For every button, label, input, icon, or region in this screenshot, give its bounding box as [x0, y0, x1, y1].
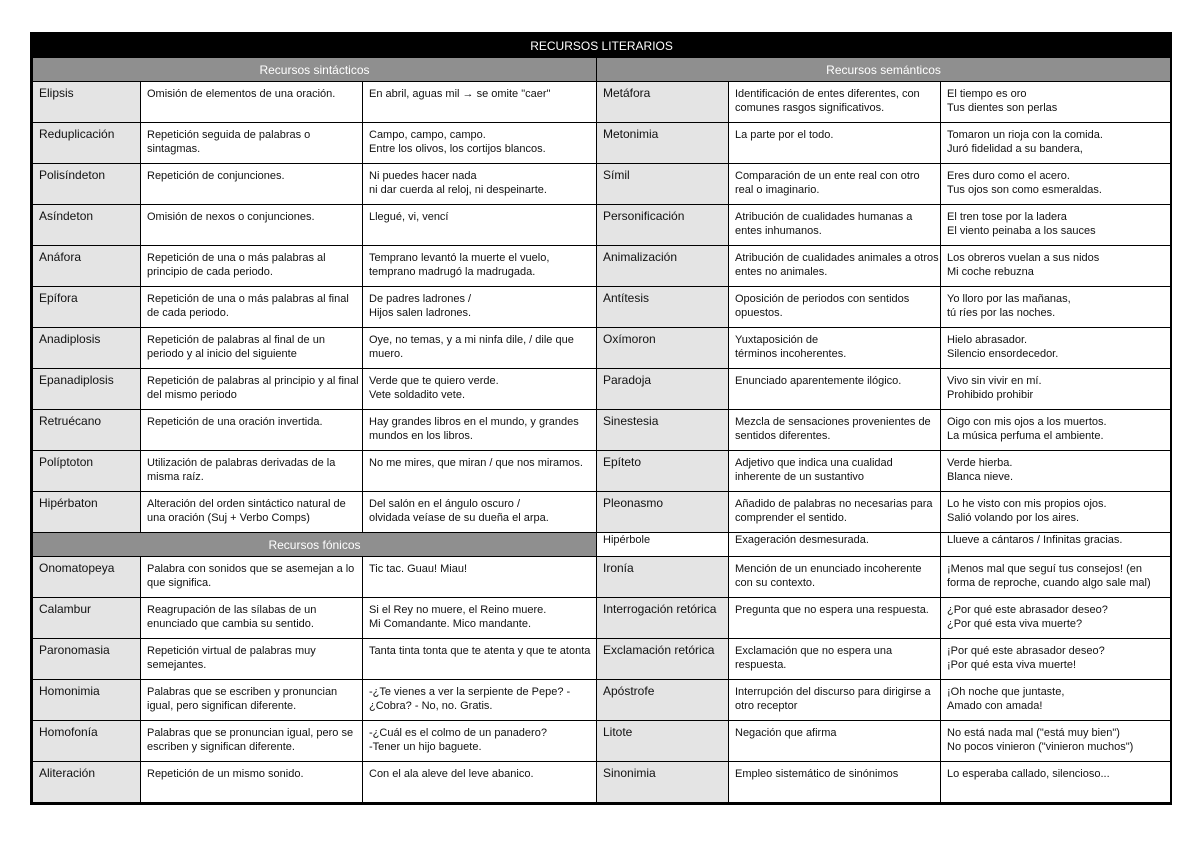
device-example: Hielo abrasador. Silencio ensordecedor.	[941, 328, 1171, 369]
device-term: Símil	[597, 164, 729, 205]
table-row	[33, 598, 1171, 639]
device-example: Temprano levantó la muerte el vuelo, temprano madrugó la madrugada.	[363, 246, 597, 287]
device-definition: Utilización de palabras derivadas de la misma raíz.	[141, 451, 363, 492]
table-row	[33, 557, 1171, 598]
device-example: ¡Oh noche que juntaste, Amado con amada!	[941, 680, 1171, 721]
device-definition: Atribución de cualidades animales a otros entes no animales.	[729, 246, 941, 287]
device-definition: Adjetivo que indica una cualidad inherente de un sustantivo	[729, 451, 941, 492]
table-row	[33, 287, 1171, 328]
device-term: Aliteración	[33, 762, 141, 803]
device-term: Animalización	[597, 246, 729, 287]
device-definition: Palabra con sonidos que se asemejan a lo que significa.	[141, 557, 363, 598]
device-definition: Palabras que se pronuncian igual, pero se escriben y significan diferente.	[141, 721, 363, 762]
device-example: -¿Cuál es el colmo de un panadero? -Tener un hijo baguete.	[363, 721, 597, 762]
device-definition: Repetición de una oración invertida.	[141, 410, 363, 451]
device-term: Calambur	[33, 598, 141, 639]
device-term: Elipsis	[33, 82, 141, 123]
device-example: Tomaron un rioja con la comida. Juró fidelidad a su bandera,	[941, 123, 1171, 164]
table-row	[33, 533, 1171, 557]
device-example: Con el ala aleve del leve abanico.	[363, 762, 597, 803]
device-definition: Comparación de un ente real con otro real o imaginario.	[729, 164, 941, 205]
device-term: Asíndeton	[33, 205, 141, 246]
device-example: Del salón en el ángulo oscuro / olvidada veíase de su dueña el arpa.	[363, 492, 597, 533]
section-header-sintacticos: Recursos sintácticos	[33, 58, 597, 82]
device-definition: Interrupción del discurso para dirigirse a otro receptor	[729, 680, 941, 721]
device-term: Sinestesia	[597, 410, 729, 451]
device-definition: Repetición de palabras al final de un periodo y al inicio del siguiente	[141, 328, 363, 369]
device-definition: Repetición de un mismo sonido.	[141, 762, 363, 803]
device-term: Exclamación retórica	[597, 639, 729, 680]
device-definition: Enunciado aparentemente ilógico.	[729, 369, 941, 410]
device-term: Homonimia	[33, 680, 141, 721]
device-definition: Mezcla de sensaciones provenientes de sentidos diferentes.	[729, 410, 941, 451]
device-definition: Repetición virtual de palabras muy semejantes.	[141, 639, 363, 680]
literary-devices-sheet	[30, 32, 1172, 805]
table-row	[33, 762, 1171, 803]
device-example: Oigo con mis ojos a los muertos. La música perfuma el ambiente.	[941, 410, 1171, 451]
table-row	[33, 123, 1171, 164]
device-definition: Negación que afirma	[729, 721, 941, 762]
device-term: Metonimia	[597, 123, 729, 164]
device-definition: Repetición seguida de palabras o sintagmas.	[141, 123, 363, 164]
device-definition: Repetición de una o más palabras al principio de cada periodo.	[141, 246, 363, 287]
table-row	[33, 492, 1171, 533]
device-example: En abril, aguas mil → se omite "caer"	[363, 82, 597, 123]
device-definition: Pregunta que no espera una respuesta.	[729, 598, 941, 639]
device-term: Apóstrofe	[597, 680, 729, 721]
table-row	[33, 246, 1171, 287]
device-example: Eres duro como el acero. Tus ojos son como esmeraldas.	[941, 164, 1171, 205]
device-example: ¿Por qué este abrasador deseo? ¿Por qué esta viva muerte?	[941, 598, 1171, 639]
device-definition: Exageración desmesurada.	[729, 533, 941, 557]
device-term: Polisíndeton	[33, 164, 141, 205]
section-header-semanticos: Recursos semánticos	[597, 58, 1171, 82]
device-definition: Añadido de palabras no necesarias para comprender el sentido.	[729, 492, 941, 533]
device-definition: Omisión de elementos de una oración.	[141, 82, 363, 123]
table-row	[33, 410, 1171, 451]
device-term: Sinonimia	[597, 762, 729, 803]
table-row	[33, 164, 1171, 205]
device-example: Llueve a cántaros / Infinitas gracias.	[941, 533, 1171, 557]
table-row	[33, 369, 1171, 410]
device-example: Tic tac. Guau! Miau!	[363, 557, 597, 598]
device-example: Hay grandes libros en el mundo, y grandes mundos en los libros.	[363, 410, 597, 451]
device-term: Oxímoron	[597, 328, 729, 369]
device-definition: Repetición de una o más palabras al final de cada periodo.	[141, 287, 363, 328]
device-definition: Repetición de palabras al principio y al final del mismo periodo	[141, 369, 363, 410]
device-example: El tren tose por la ladera El viento peinaba a los sauces	[941, 205, 1171, 246]
device-example: ¡Menos mal que seguí tus consejos! (en forma de reproche, cuando algo sale mal)	[941, 557, 1171, 598]
device-example: Ni puedes hacer nada ni dar cuerda al reloj, ni despeinarte.	[363, 164, 597, 205]
device-term: Homofonía	[33, 721, 141, 762]
table-row	[33, 328, 1171, 369]
device-example: Los obreros vuelan a sus nidos Mi coche rebuzna	[941, 246, 1171, 287]
device-definition: Exclamación que no espera una respuesta.	[729, 639, 941, 680]
device-definition: Mención de un enunciado incoherente con su contexto.	[729, 557, 941, 598]
device-example: De padres ladrones / Hijos salen ladrones.	[363, 287, 597, 328]
device-example: Campo, campo, campo. Entre los olivos, los cortijos blancos.	[363, 123, 597, 164]
device-definition: Alteración del orden sintáctico natural de una oración (Suj + Verbo Comps)	[141, 492, 363, 533]
literary-devices-table	[32, 34, 1171, 803]
device-example: Si el Rey no muere, el Reino muere. Mi Comandante. Mico mandante.	[363, 598, 597, 639]
device-definition: Atribución de cualidades humanas a entes inhumanos.	[729, 205, 941, 246]
device-example: Vivo sin vivir en mí. Prohibido prohibir	[941, 369, 1171, 410]
title-row	[33, 35, 1171, 58]
device-term: Epanadiplosis	[33, 369, 141, 410]
device-example: Lo esperaba callado, silencioso...	[941, 762, 1171, 803]
device-term: Ironía	[597, 557, 729, 598]
device-example: No está nada mal ("está muy bien") No pocos vinieron ("vinieron muchos")	[941, 721, 1171, 762]
section-header-fonicos: Recursos fónicos	[33, 533, 597, 557]
device-definition: La parte por el todo.	[729, 123, 941, 164]
device-example: Llegué, vi, vencí	[363, 205, 597, 246]
device-example: -¿Te vienes a ver la serpiente de Pepe? -¿Cobra? - No, no. Gratis.	[363, 680, 597, 721]
device-term: Onomatopeya	[33, 557, 141, 598]
table-row	[33, 680, 1171, 721]
device-example: Verde hierba. Blanca nieve.	[941, 451, 1171, 492]
device-example: El tiempo es oro Tus dientes son perlas	[941, 82, 1171, 123]
device-term: Reduplicación	[33, 123, 141, 164]
device-example: Lo he visto con mis propios ojos. Salió volando por los aires.	[941, 492, 1171, 533]
table-row	[33, 205, 1171, 246]
device-definition: Reagrupación de las sílabas de un enunciado que cambia su sentido.	[141, 598, 363, 639]
device-term: Interrogación retórica	[597, 598, 729, 639]
device-term: Epífora	[33, 287, 141, 328]
device-term: Hipérbole	[597, 533, 729, 557]
table-row	[33, 82, 1171, 123]
device-term: Paronomasia	[33, 639, 141, 680]
device-example: Verde que te quiero verde. Vete soldadito vete.	[363, 369, 597, 410]
device-term: Antítesis	[597, 287, 729, 328]
device-definition: Palabras que se escriben y pronuncian igual, pero significan diferente.	[141, 680, 363, 721]
table-row	[33, 639, 1171, 680]
device-term: Personificación	[597, 205, 729, 246]
device-example: No me mires, que miran / que nos miramos.	[363, 451, 597, 492]
device-term: Paradoja	[597, 369, 729, 410]
table-row	[33, 451, 1171, 492]
device-term: Anadiplosis	[33, 328, 141, 369]
device-example: ¡Por qué este abrasador deseo? ¡Por qué esta viva muerte!	[941, 639, 1171, 680]
device-term: Epíteto	[597, 451, 729, 492]
device-example: Tanta tinta tonta que te atenta y que te atonta	[363, 639, 597, 680]
device-definition: Omisión de nexos o conjunciones.	[141, 205, 363, 246]
device-term: Anáfora	[33, 246, 141, 287]
device-definition: Empleo sistemático de sinónimos	[729, 762, 941, 803]
device-term: Litote	[597, 721, 729, 762]
device-example: Oye, no temas, y a mi ninfa dile, / dile que muero.	[363, 328, 597, 369]
device-example: Yo lloro por las mañanas, tú ríes por las noches.	[941, 287, 1171, 328]
device-term: Retruécano	[33, 410, 141, 451]
device-term: Políptoton	[33, 451, 141, 492]
device-definition: Oposición de periodos con sentidos opuestos.	[729, 287, 941, 328]
device-term: Pleonasmo	[597, 492, 729, 533]
table-title: RECURSOS LITERARIOS	[33, 35, 1171, 58]
device-definition: Identificación de entes diferentes, con comunes rasgos significativos.	[729, 82, 941, 123]
table-row	[33, 721, 1171, 762]
device-definition: Yuxtaposición de términos incoherentes.	[729, 328, 941, 369]
device-term: Hipérbaton	[33, 492, 141, 533]
section-header-row	[33, 58, 1171, 82]
device-definition: Repetición de conjunciones.	[141, 164, 363, 205]
device-term: Metáfora	[597, 82, 729, 123]
